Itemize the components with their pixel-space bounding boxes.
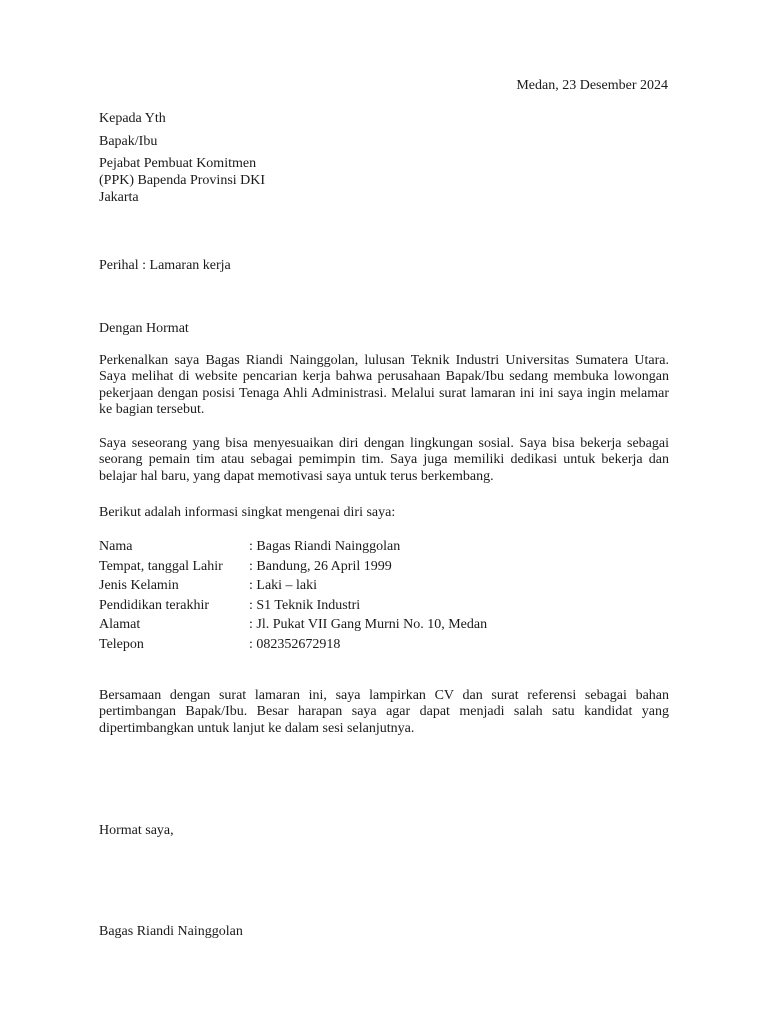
info-row-phone xyxy=(99,635,669,655)
info-row-gender xyxy=(99,576,669,596)
info-intro: Berikut adalah informasi singkat mengenai diri saya: xyxy=(99,505,396,520)
info-row-name xyxy=(99,537,669,557)
info-row-education xyxy=(99,596,669,616)
info-key: Tempat, tanggal Lahir xyxy=(99,558,223,574)
subject-line: Perihal : Lamaran kerja xyxy=(99,258,231,273)
closing: Hormat saya, xyxy=(99,823,174,838)
recipient-line-1: Kepada Yth xyxy=(99,111,166,126)
info-value: : 082352672918 xyxy=(249,636,341,652)
paragraph-personality: Saya seseorang yang bisa menyesuaikan diri dengan lingkungan sosial. Saya bisa bekerja sebagai seorang pemain tim atau sebagai pemimpin tim. Saya juga memiliki dedikasi untuk bekerja dan belajar hal baru, yang dapat memotivasi saya untuk terus berkembang. xyxy=(99,436,669,484)
signature-name: Bagas Riandi Nainggolan xyxy=(99,924,243,939)
info-value: : Laki – laki xyxy=(249,578,318,594)
info-key: Nama xyxy=(99,539,133,554)
paragraph-introduction: Perkenalkan saya Bagas Riandi Nainggolan, lulusan Teknik Industri Universitas Sumatera Utara. Saya melihat di website pencarian kerja bahwa perusahaan Bapak/Ibu sedang membuka lowongan pekerjaan dengan posisi Tenaga Ahli Administrasi. Melalui surat lamaran ini ini saya ingin melamar ke bagian tersebut. xyxy=(99,353,669,417)
info-row-birth xyxy=(99,557,669,577)
info-value: : S1 Teknik Industri xyxy=(249,597,361,613)
info-row-address xyxy=(99,615,669,635)
greeting: Dengan Hormat xyxy=(99,321,189,336)
info-value: : Bagas Riandi Nainggolan xyxy=(249,539,401,554)
info-key: Telepon xyxy=(99,636,144,652)
paragraph-attachment: Bersamaan dengan surat lamaran ini, saya lampirkan CV dan surat referensi sebagai bahan pertimbangan Bapak/Ibu. Besar harapan saya agar dapat menjadi salah satu kandidat yang dipertimbangkan untuk lanjut ke dalam sesi selanjutnya. xyxy=(99,688,669,736)
info-key: Pendidikan terakhir xyxy=(99,597,210,613)
recipient-line-2: Bapak/Ibu xyxy=(99,134,158,149)
personal-info-table xyxy=(99,537,669,655)
info-value: : Jl. Pukat VII Gang Murni No. 10, Medan xyxy=(249,617,488,633)
info-value: : Bandung, 26 April 1999 xyxy=(249,558,392,574)
recipient-line-5: Jakarta xyxy=(99,190,139,205)
letter-date: Medan, 23 Desember 2024 xyxy=(516,78,668,93)
info-key: Jenis Kelamin xyxy=(99,578,179,594)
recipient-line-3: Pejabat Pembuat Komitmen xyxy=(99,156,257,171)
recipient-line-4: (PPK) Bapenda Provinsi DKI xyxy=(99,173,266,188)
info-key: Alamat xyxy=(99,617,141,633)
